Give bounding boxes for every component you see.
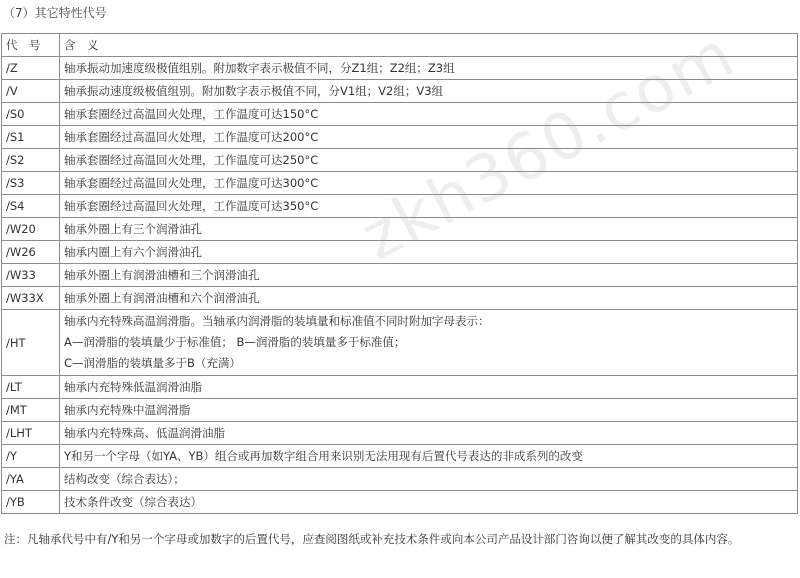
code-cell: /S0 <box>2 103 60 126</box>
meaning-cell: 轴承外圈上有润滑油槽和三个润滑油孔 <box>60 264 798 287</box>
table-row <box>2 103 798 126</box>
meaning-line: C—润滑脂的装填量多于B（充满） <box>64 356 241 370</box>
table-row <box>2 57 798 80</box>
table-row <box>2 468 798 491</box>
table-row <box>2 376 798 399</box>
table-row <box>2 195 798 218</box>
code-cell: /W33X <box>2 287 60 310</box>
meaning-cell: 轴承套圈经过高温回火处理，工作温度可达200°C <box>60 126 798 149</box>
meaning-cell: Y和另一个字母（如YA、YB）组合或再加数字组合用来识别无法用现有后置代号表达的非成系列的改变 <box>60 445 798 468</box>
code-cell: /MT <box>2 399 60 422</box>
characteristic-code-table <box>1 33 798 514</box>
header-meaning: 含 义 <box>60 34 798 57</box>
meaning-line: A—润滑脂的装填量少于标准值； B—润滑脂的装填量多于标准值； <box>64 335 406 349</box>
table-header-row <box>2 34 798 57</box>
meaning-cell: 轴承内充特殊低温润滑油脂 <box>60 376 798 399</box>
code-cell: /S1 <box>2 126 60 149</box>
meaning-cell: 轴承内充特殊高、低温润滑油脂 <box>60 422 798 445</box>
meaning-cell: 技术条件改变（综合表达） <box>60 491 798 514</box>
table-row <box>2 172 798 195</box>
table-row <box>2 80 798 103</box>
code-cell: /S4 <box>2 195 60 218</box>
meaning-line: 轴承内充特殊高温润滑脂。当轴承内润滑脂的装填量和标准值不同时附加字母表示： <box>64 314 490 328</box>
table-row <box>2 241 798 264</box>
meaning-cell: 轴承套圈经过高温回火处理，工作温度可达250°C <box>60 149 798 172</box>
meaning-cell: 轴承内充特殊中温润滑脂 <box>60 399 798 422</box>
footnote: 注：凡轴承代号中有/Y和另一个字母或加数字的后置代号，应查阅图纸或补充技术条件或向本公司产品设计部门咨询以便了解其改变的具体内容。 <box>4 532 740 546</box>
code-cell: /HT <box>2 310 60 376</box>
table-row <box>2 149 798 172</box>
watermark: zkh360.com <box>350 17 748 276</box>
meaning-cell: 轴承振动加速度级极值组别。附加数字表示极值不同，分Z1组；Z2组；Z3组 <box>60 57 798 80</box>
meaning-cell: 轴承内圈上有六个润滑油孔 <box>60 241 798 264</box>
code-cell: /Y <box>2 445 60 468</box>
table-body <box>2 57 798 514</box>
table-row <box>2 218 798 241</box>
code-cell: /V <box>2 80 60 103</box>
meaning-cell: 轴承套圈经过高温回火处理，工作温度可达300°C <box>60 172 798 195</box>
code-cell: /Z <box>2 57 60 80</box>
table-row <box>2 445 798 468</box>
header-code: 代 号 <box>2 34 60 57</box>
meaning-cell: 轴承套圈经过高温回火处理，工作温度可达350°C <box>60 195 798 218</box>
code-cell: /W26 <box>2 241 60 264</box>
section-title: （7）其它特性代号 <box>3 6 107 20</box>
meaning-cell: 轴承振动速度级极值组别。附加数字表示极值不同，分V1组；V2组；V3组 <box>60 80 798 103</box>
meaning-cell: 轴承外圈上有三个润滑油孔 <box>60 218 798 241</box>
code-cell: /S3 <box>2 172 60 195</box>
code-cell: /YA <box>2 468 60 491</box>
table-row <box>2 310 798 376</box>
table-row <box>2 399 798 422</box>
table-row <box>2 287 798 310</box>
code-cell: /W20 <box>2 218 60 241</box>
code-cell: /LT <box>2 376 60 399</box>
code-cell: /LHT <box>2 422 60 445</box>
meaning-cell <box>60 310 798 376</box>
table-row <box>2 491 798 514</box>
table-row <box>2 422 798 445</box>
table-row <box>2 126 798 149</box>
code-cell: /W33 <box>2 264 60 287</box>
meaning-cell: 结构改变（综合表达）； <box>60 468 798 491</box>
meaning-cell: 轴承套圈经过高温回火处理，工作温度可达150°C <box>60 103 798 126</box>
code-cell: /YB <box>2 491 60 514</box>
code-cell: /S2 <box>2 149 60 172</box>
meaning-cell: 轴承外圈上有润滑油槽和六个润滑油孔 <box>60 287 798 310</box>
table-row <box>2 264 798 287</box>
